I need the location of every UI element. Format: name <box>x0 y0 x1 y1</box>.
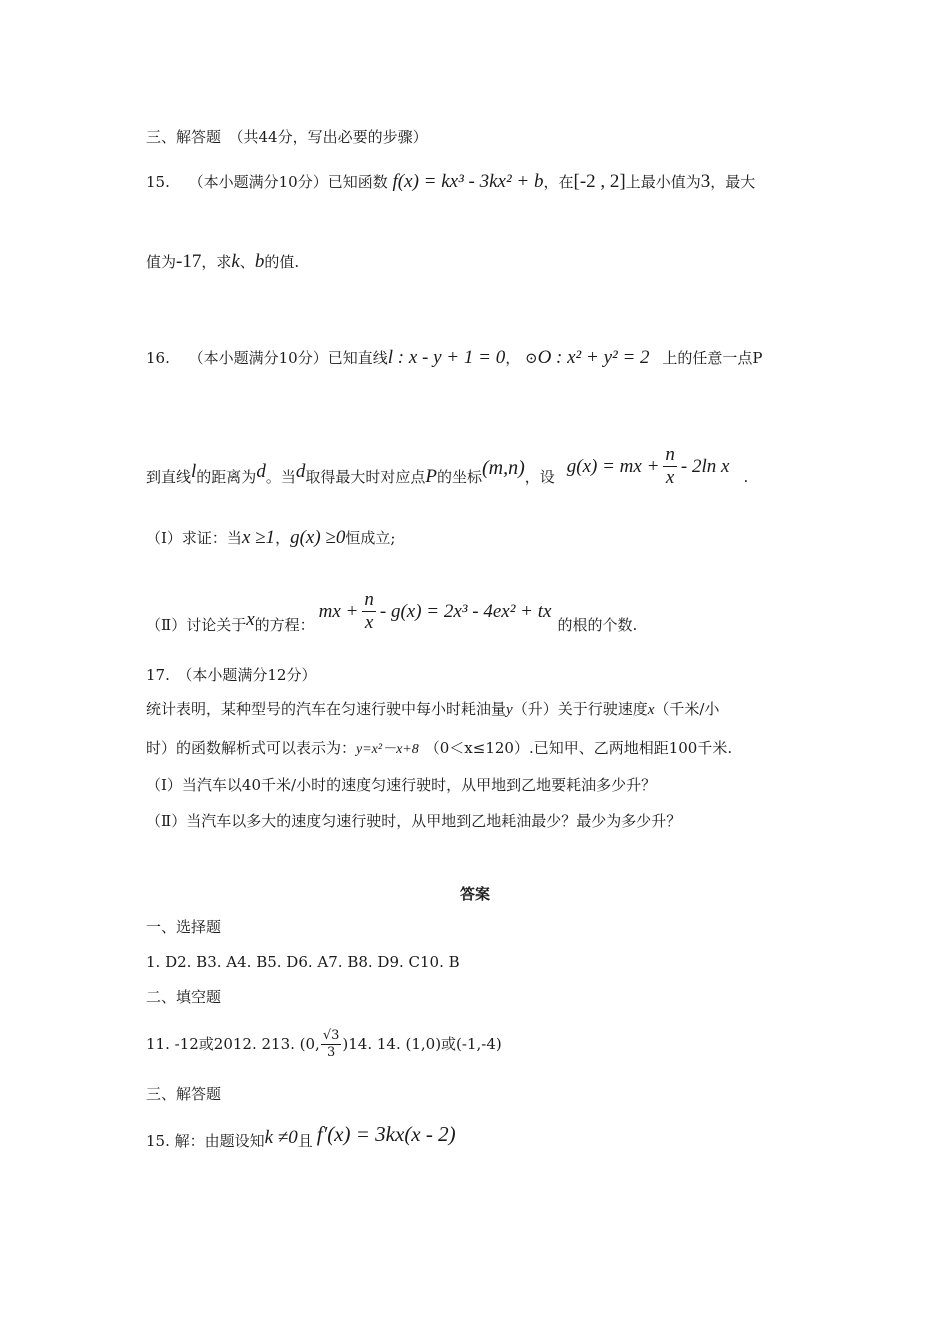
q15-text: ，最大 <box>710 173 756 191</box>
q16-eq-lhs: mx + <box>318 600 359 622</box>
q15-function: f(x) = kx³ - 3kx² + b <box>392 171 544 192</box>
q16-text: 的根的个数. <box>557 615 638 634</box>
q17-text: （0＜x≤120）.已知甲、乙两地相距100千米. <box>424 739 733 757</box>
q16-eq-rhs: - g(x) = 2x³ - 4ex² + tx <box>379 600 552 622</box>
q16-text: 取得最大时对应点 <box>305 467 426 486</box>
q17-text: （千米/小 <box>654 700 720 718</box>
q16-line2 <box>146 443 749 488</box>
q16-part1-label: （Ⅰ）求证：当 <box>146 529 242 547</box>
answer-title: 答案 <box>459 885 490 903</box>
q16-var-d: d <box>256 460 266 482</box>
q17-formula: y=x²－x+8 <box>356 742 419 757</box>
q15-text: 、 <box>239 253 255 271</box>
q16-part2-label: （Ⅱ）讨论关于 <box>146 615 247 634</box>
q15-text: 的值. <box>264 253 300 271</box>
q16-part1 <box>146 528 395 547</box>
q16-g-rhs: - 2ln x <box>680 455 730 477</box>
q16-text: ， <box>275 529 291 547</box>
q16-text: . <box>743 467 749 486</box>
q15-text: 已知函数 <box>327 173 388 191</box>
q16-text: 上的任意一点P <box>662 349 763 367</box>
q16-g-fraction: $\frac{n}{x}$ <box>665 443 675 488</box>
q17-var-x: x <box>647 702 655 718</box>
q15-line2 <box>146 252 299 271</box>
q16-score: （本小题满分10分） <box>188 349 328 367</box>
q16-text: ，设 <box>524 467 555 486</box>
answer-text: 15. 解：由题设知 <box>146 1132 265 1150</box>
answer-section-2: 二、填空题 <box>146 988 222 1006</box>
q17-text: 统计表明，某种型号的汽车在匀速行驶中每小时耗油量 <box>146 700 507 718</box>
q15-number: 15. <box>146 173 170 191</box>
answer-fraction: $\frac{√3}{3}$ <box>322 1027 340 1060</box>
q15-interval: [-2 , 2] <box>573 171 626 192</box>
q16-coordinate: (m,n) <box>481 457 525 479</box>
answer-fill-blank <box>146 1022 502 1066</box>
q16-line1 <box>146 348 762 367</box>
answer-section-1: 一、选择题 <box>146 918 222 936</box>
q16-part2 <box>146 590 637 632</box>
q16-text: 的方程： <box>254 615 315 634</box>
q17-text: 时）的函数解析式可以表示为： <box>146 739 357 757</box>
answer-derivative: f′(x) = 3kx(x - 2) <box>316 1122 456 1146</box>
q16-text: 的距离为 <box>196 467 257 486</box>
q16-text: 到直线 <box>146 467 192 486</box>
q16-var-d: d <box>295 460 306 482</box>
answer-q15-start <box>146 1124 456 1149</box>
q16-eq-fraction: $\frac{n}{x}$ <box>364 588 374 633</box>
q15-score: （本小题满分10分） <box>188 173 328 191</box>
q15-min-value: 3 <box>700 171 711 192</box>
q17-line2 <box>146 741 732 757</box>
answer-k-condition: k ≠0 <box>264 1127 298 1148</box>
q16-point-p: P <box>425 465 437 487</box>
q16-condition: x ≥1 <box>241 527 276 548</box>
q17-part2: （Ⅱ）当汽车以多大的速度匀速行驶时，从甲地到乙地耗油最少？最少为多少升？ <box>146 812 682 830</box>
q15-line1 <box>146 172 755 191</box>
q15-var-b: b <box>254 251 265 272</box>
circle-symbol: ⊙ <box>525 349 538 367</box>
q17-line1 <box>146 702 719 718</box>
answer-fill-text: )14. 14. (1,0)或(-1,-4) <box>342 1034 502 1053</box>
q16-var-x: x <box>246 608 255 630</box>
answer-fill-text: 11. -12或2012. 213. (0, <box>146 1034 320 1053</box>
q15-var-k: k <box>231 251 240 272</box>
q16-text: 。当 <box>265 467 296 486</box>
q15-text: 值为 <box>146 253 177 271</box>
q15-max-value: -17 <box>176 251 202 272</box>
answer-choices: 1. D2. B3. A4. B5. D6. A7. B8. D9. C10. B <box>146 953 460 971</box>
q16-inequality: g(x) ≥0 <box>290 527 346 548</box>
q17-var-y: y <box>506 702 513 718</box>
q16-number: 16. <box>146 349 170 367</box>
q15-text: ，在 <box>543 173 574 191</box>
answer-text: 且 <box>297 1132 313 1150</box>
q17-text: （升）关于行驶速度 <box>512 700 648 718</box>
q16-text: 已知直线 <box>327 349 388 367</box>
q16-text: 恒成立; <box>345 529 396 547</box>
q17-title: 17. （本小题满分12分） <box>146 666 317 684</box>
q15-text: ，求 <box>201 253 232 271</box>
q16-text: 的坐标 <box>436 467 482 486</box>
q16-circle-equation: O : x² + y² = 2 <box>537 347 650 368</box>
q16-g-lhs: g(x) = mx + <box>566 455 660 477</box>
answer-section-3: 三、解答题 <box>146 1085 222 1103</box>
q16-var-l: l <box>191 460 197 482</box>
section-heading-3: 三、解答题 （共44分，写出必要的步骤） <box>146 128 428 146</box>
q15-text: 上最小值为 <box>625 173 701 191</box>
q16-line-equation: l : x - y + 1 = 0 <box>387 347 506 368</box>
q17-part1: （Ⅰ）当汽车以40千米/小时的速度匀速行驶时，从甲地到乙地要耗油多少升？ <box>146 776 657 794</box>
q16-text: ， <box>505 349 521 367</box>
